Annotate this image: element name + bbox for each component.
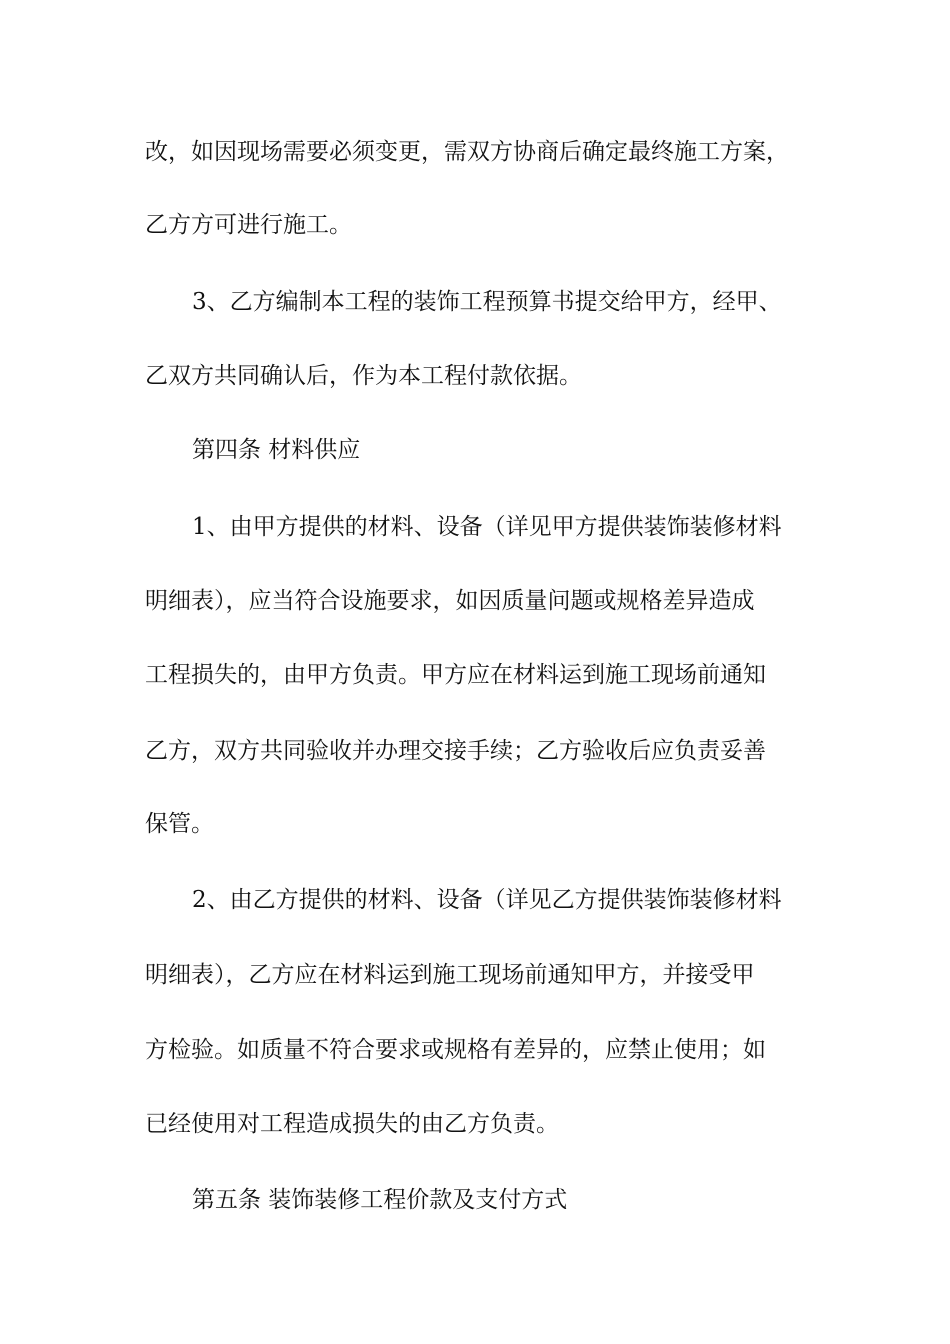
clause-3-line: 3、乙方编制本工程的装饰工程预算书提交给甲方，经甲、: [192, 289, 782, 315]
paragraph-line: 已经使用对工程造成损失的由乙方负责。: [145, 1111, 559, 1137]
paragraph-line: 工程损失的，由甲方负责。甲方应在材料运到施工现场前通知: [145, 662, 766, 688]
paragraph-line: 方检验。如质量不符合要求或规格有差异的，应禁止使用；如: [145, 1037, 766, 1063]
article-4-heading: 第四条 材料供应: [192, 437, 361, 463]
paragraph-line: 乙双方共同确认后，作为本工程付款依据。: [145, 363, 582, 389]
article-5-heading: 第五条 装饰装修工程价款及支付方式: [192, 1187, 568, 1213]
paragraph-line: 乙方，双方共同验收并办理交接手续；乙方验收后应负责妥善: [145, 738, 766, 764]
paragraph-line: 明细表），应当符合设施要求，如因质量问题或规格差异造成: [145, 588, 755, 614]
clause-2-line: 2、由乙方提供的材料、设备（详见乙方提供装饰装修材料: [192, 887, 782, 913]
paragraph-line: 保管。: [145, 811, 214, 837]
clause-1-line: 1、由甲方提供的材料、设备（详见甲方提供装饰装修材料: [192, 514, 782, 540]
paragraph-line: 明细表），乙方应在材料运到施工现场前通知甲方，并接受甲: [145, 962, 755, 988]
paragraph-line: 改，如因现场需要必须变更，需双方协商后确定最终施工方案，: [145, 139, 789, 165]
paragraph-line: 乙方方可进行施工。: [145, 212, 352, 238]
